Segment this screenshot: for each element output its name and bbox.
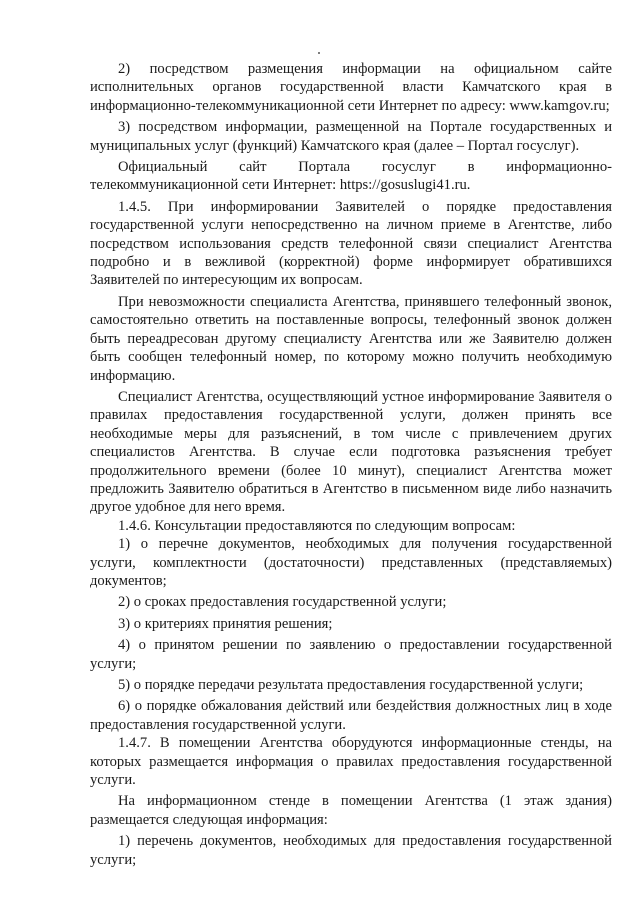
paragraph-1-4-7: 1.4.7. В помещении Агентства оборудуются информационные стенды, на которых размещается информация о правилах предоставления государственной услуги. <box>90 735 612 789</box>
document-body <box>90 60 612 869</box>
list-item-consult-2: 2) о сроках предоставления государственной услуги; <box>118 594 447 611</box>
scan-speck <box>318 52 320 54</box>
list-item-consult-5: 5) о порядке передачи результата предоставления государственной услуги; <box>118 677 584 693</box>
paragraph-specialist-oral: Специалист Агентства, осуществляющий устное информирование Заявителя о правилах предоставления государственной услуги, должен принять все необходимые меры для разъяснений, в том числе с привлечением других специалистов Агентства. В случае если подготовка разъяснения требует продолжительного времени (более 10 минут), специалист Агентства может предложить Заявителю обратиться в Агентство в письменном виде либо назначить другое удобное для него время. <box>90 388 612 516</box>
list-item-consult-3: 3) о критериях принятия решения; <box>118 615 333 632</box>
paragraph-item-2-kamgov: 2) посредством размещения информации на официальном сайте исполнительных органов государственной власти Камчатского края в информационно-телекоммуникационной сети Интернет по адресу: www.kamgov.ru; <box>90 61 612 114</box>
paragraph-phone-redirect: При невозможности специалиста Агентства, принявшего телефонный звонок, самостоятельно ответить на поставленные вопросы, телефонный звонок должен быть переадресован другому специалисту Агентства или же Заявителю должен быть сообщен телефонный номер, по которому можно получить необходимую информацию. <box>90 293 612 384</box>
paragraph-1-4-6: 1.4.6. Консультации предоставляются по следующим вопросам: <box>118 517 516 534</box>
list-item-consult-6: 6) о порядке обжалования действий или бездействия должностных лиц в ходе предоставления государственной услуги. <box>90 698 612 733</box>
list-item-consult-1: 1) о перечне документов, необходимых для получения государственной услуги, комплектности (достаточности) представленных (представляемых) документов; <box>90 536 612 589</box>
paragraph-1-4-5: 1.4.5. При информировании Заявителей о порядке предоставления государственной услуги непосредственно на личном приеме в Агентстве, либо посредством использования средств телефонной связи специалист Агентства подробно и в вежливой (корректной) форме информирует обратившихся Заявителей по интересующим их вопросам. <box>90 198 612 289</box>
paragraph-info-stand: На информационном стенде в помещении Агентства (1 этаж здания) размещается следующая информация: <box>90 793 612 828</box>
list-item-consult-4: 4) о принятом решении по заявлению о предоставлении государственной услуги; <box>90 637 612 672</box>
paragraph-official-site: Официальный сайт Портала госуслуг в информационно-телекоммуникационной сети Интернет: https://gosuslugi41.ru. <box>90 159 612 194</box>
paragraph-item-3-portal: 3) посредством информации, размещенной на Портале государственных и муниципальных услуг (функций) Камчатского края (далее – Портал госуслуг). <box>90 119 612 154</box>
list-item-stand-1: 1) перечень документов, необходимых для предоставления государственной услуги; <box>90 833 612 868</box>
